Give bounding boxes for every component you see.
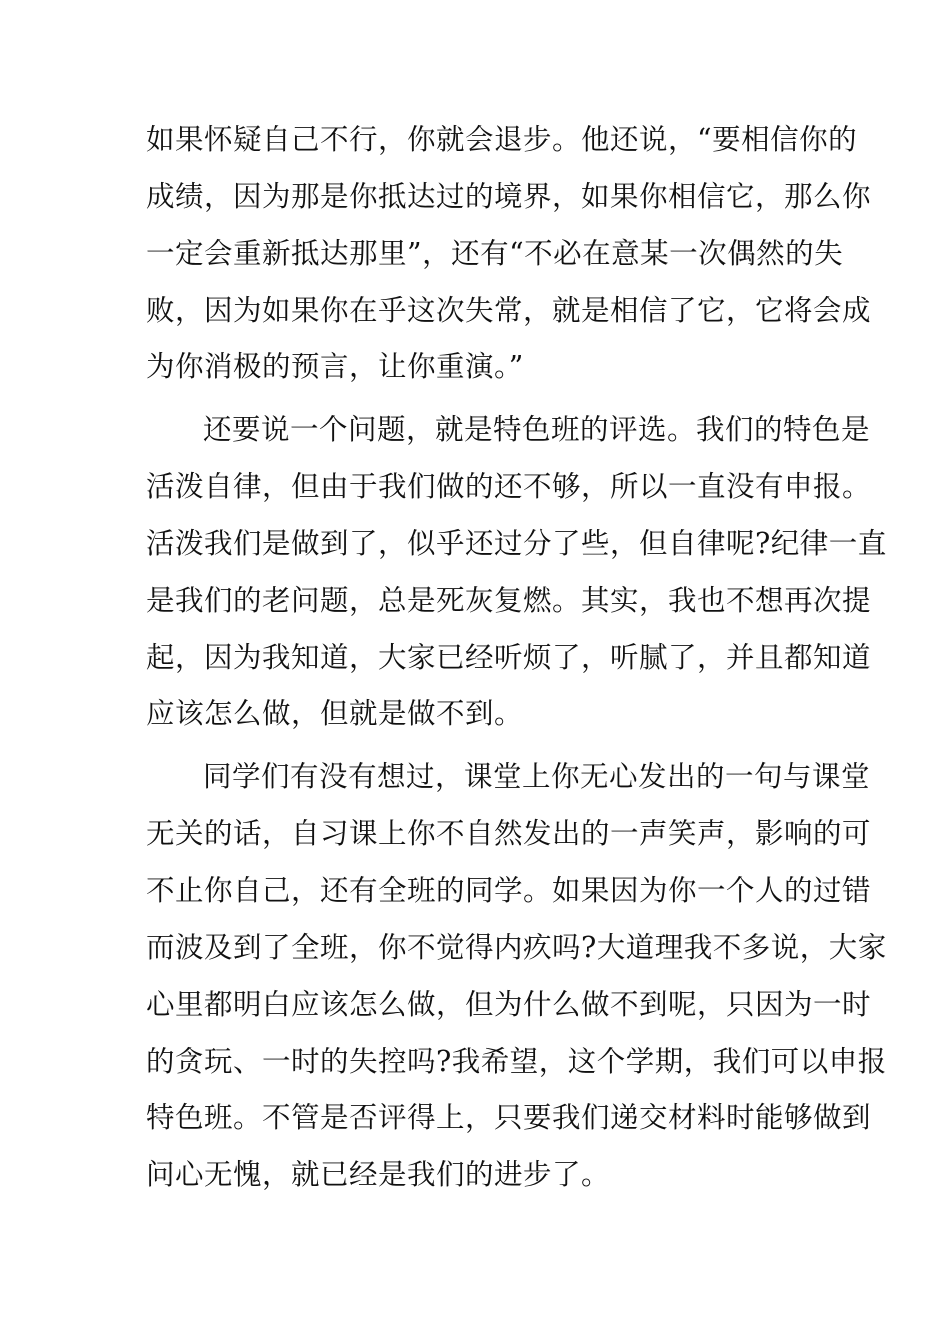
- text-line: 特色班。不管是否评得上，只要我们递交材料时能够做到: [146, 1101, 872, 1134]
- text-line: 的贪玩、一时的失控吗?我希望，这个学期，我们可以申报: [146, 1045, 887, 1078]
- text-line: 无关的话，自习课上你不自然发出的一声笑声，影响的可: [146, 817, 872, 850]
- text-line: 是我们的老问题，总是死灰复燃。其实，我也不想再次提: [146, 584, 872, 617]
- text-line: 活泼我们是做到了，似乎还过分了些，但自律呢?纪律一直: [146, 527, 887, 560]
- text-line: 心里都明白应该怎么做，但为什么做不到呢，只因为一时: [146, 988, 872, 1021]
- text-line: 活泼自律，但由于我们做的还不够，所以一直没有申报。: [146, 470, 872, 503]
- text-line: 不止你自己，还有全班的同学。如果因为你一个人的过错: [146, 874, 872, 907]
- text-line: 如果怀疑自己不行，你就会退步。他还说，“要相信你的: [146, 123, 858, 156]
- text-line: 一定会重新抵达那里”，还有“不必在意某一次偶然的失: [146, 237, 844, 270]
- text-line: 而波及到了全班，你不觉得内疚吗?大道理我不多说，大家: [146, 931, 887, 964]
- text-line: 问心无愧，就已经是我们的进步了。: [146, 1158, 611, 1191]
- text-line: 成绩，因为那是你抵达过的境界，如果你相信它，那么你: [146, 180, 872, 213]
- text-line: 起，因为我知道，大家已经听烦了，听腻了，并且都知道: [146, 641, 872, 674]
- text-line: 应该怎么做，但就是做不到。: [146, 697, 524, 730]
- text-line: 还要说一个问题，就是特色班的评选。我们的特色是: [203, 413, 871, 446]
- text-line: 败，因为如果你在乎这次失常，就是相信了它，它将会成: [146, 294, 872, 327]
- text-line: 同学们有没有想过，课堂上你无心发出的一句与课堂: [203, 760, 871, 793]
- text-line: 为你消极的预言，让你重演。”: [146, 350, 524, 383]
